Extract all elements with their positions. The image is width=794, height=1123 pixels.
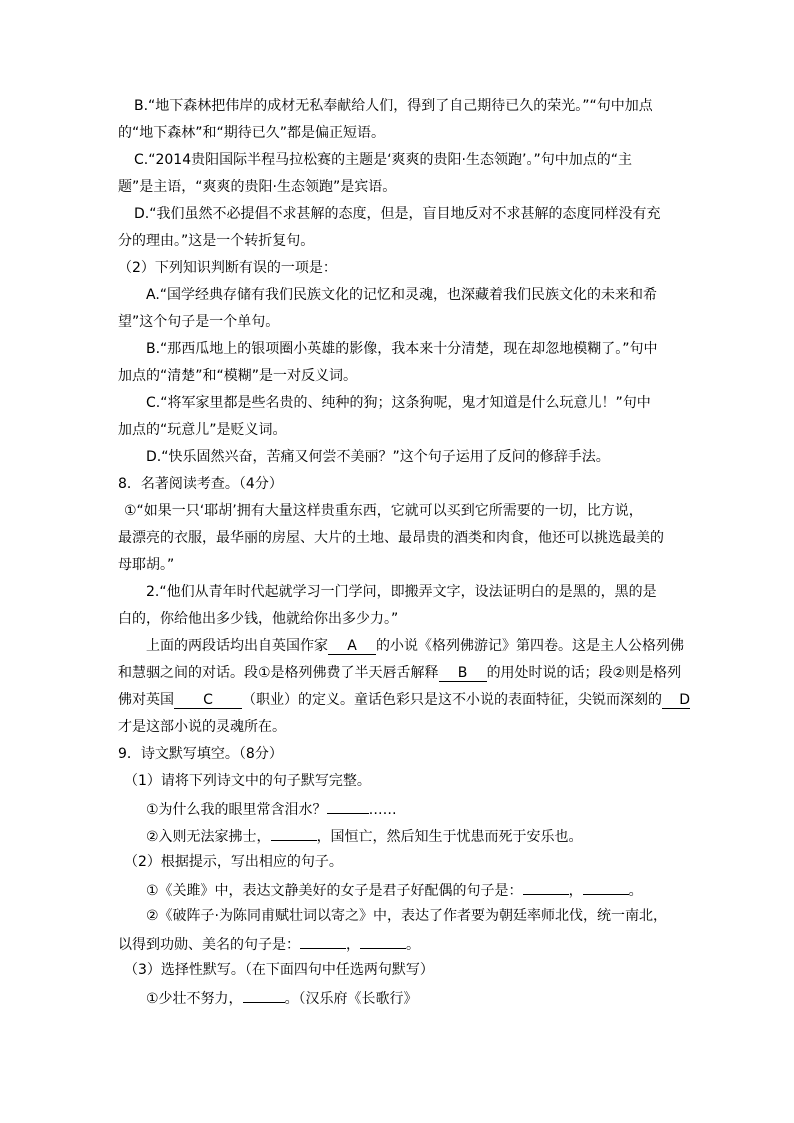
text-segment: ， — [568, 883, 583, 899]
text-line: C.“2014贵阳国际半程马拉松赛的主题是‘爽爽的贵阳·生态领跑’。”句中加点的“主 — [134, 152, 632, 168]
text-line: 母耶胡。” — [118, 557, 175, 573]
answer-blank[interactable] — [243, 988, 285, 1003]
text-segment: ①少壮不努力， — [146, 991, 243, 1007]
text-line: 分的理由。”这是一个转折复句。 — [118, 233, 315, 249]
text-segment: 。 — [628, 883, 643, 899]
text-line: （2）下列知识判断有误的一项是： — [118, 260, 337, 276]
fill-in-line-1 — [0, 637, 794, 655]
blank-b: B — [439, 666, 487, 682]
sub-question-3: （3）选择性默写。（在下面四句中任选两句默写） — [124, 962, 434, 978]
answer-blank[interactable] — [300, 934, 346, 949]
text-segment: 以得到功勋、美名的句子是： — [118, 937, 300, 953]
text-line: B.“地下森林把伟岸的成材无私奉献给人们，得到了自己期待已久的荣光。”“句中加点 — [134, 98, 653, 114]
fill-in-line-3 — [0, 691, 794, 709]
text-segment: 和慧骃之间的对话。段①是格列佛费了半天唇舌解释 — [118, 665, 439, 681]
text-line: 的“地下森林”和“期待已久”都是偏正短语。 — [118, 125, 386, 141]
text-segment: 的用处时说的话；段②则是格列 — [486, 665, 682, 681]
text-line: 8．名著阅读考查。（4分） — [118, 476, 283, 492]
text-segment: …… — [368, 802, 397, 818]
fill-in-line-4: 才是这部小说的灵魂所在。 — [118, 719, 286, 735]
text-segment: ②入则无法家拂士， — [146, 829, 271, 845]
blank-d: D — [662, 693, 690, 709]
sub-question-2: （2）根据提示，写出相应的句子。 — [124, 854, 343, 870]
text-segment: 。 — [406, 937, 420, 953]
poem-line-2 — [0, 826, 794, 846]
question-9-heading: 9．诗文默写填空。（8分） — [118, 746, 283, 762]
sub-question-1: （1）请将下列诗文中的句子默写完整。 — [124, 773, 371, 789]
text-line: 加点的“清楚”和“模糊”是一对反义词。 — [118, 368, 358, 384]
answer-blank[interactable] — [271, 826, 317, 841]
blank-c: C — [174, 693, 242, 709]
text-line: 2.“他们从青年时代起就学习一门学问，即搬弄文字，设法证明白的是黑的，黑的是 — [146, 584, 657, 600]
fill-in-line-2 — [0, 664, 794, 682]
answer-blank[interactable] — [360, 934, 406, 949]
poem-line-5 — [0, 934, 794, 954]
blank-a: A — [328, 639, 376, 655]
text-segment: 上面的两段话均出自英国作家 — [146, 638, 328, 654]
text-segment: 佛对英国 — [118, 692, 174, 708]
text-segment: ①为什么我的眼里常含泪水？ — [146, 802, 327, 818]
text-line: 最漂亮的衣服，最华丽的房屋、大片的土地、最昂贵的酒类和肉食，他还可以挑选最美的 — [118, 530, 664, 546]
text-line: A.“国学经典存储有我们民族文化的记忆和灵魂，也深藏着我们民族文化的未来和希 — [146, 287, 658, 303]
text-line: ①“如果一只‘耶胡’拥有大量这样贵重东西，它就可以买到它所需要的一切，比方说， — [124, 503, 643, 519]
poem-line-1 — [0, 799, 794, 819]
text-line: 白的，你给他出多少钱，他就给你出多少力。” — [118, 611, 399, 627]
text-segment: ①《关雎》中，表达文静美好的女子是君子好配偶的句子是： — [146, 883, 523, 899]
poem-line-4: ②《破阵子·为陈同甫赋壮词以寄之》中，表达了作者要为朝廷率师北伐，统一南北， — [146, 908, 667, 924]
text-segment: ， — [346, 937, 360, 953]
answer-blank[interactable] — [327, 799, 369, 814]
text-line: D.“我们虽然不必提倡不求甚解的态度，但是，盲目地反对不求甚解的态度同样没有充 — [134, 206, 661, 222]
text-segment: 。（汉乐府《长歌行》 — [284, 991, 418, 1007]
answer-blank[interactable] — [523, 880, 569, 895]
text-line: 加点的“玩意儿”是贬义词。 — [118, 422, 287, 438]
answer-blank[interactable] — [583, 880, 629, 895]
text-segment: （职业）的定义。童话色彩只是这不小说的表面特征，尖锐而深刻的 — [242, 692, 662, 708]
text-segment: ，国恒亡，然后知生于忧患而死于安乐也。 — [316, 829, 583, 845]
text-line: 题”是主语，“爽爽的贵阳·生态领跑”是宾语。 — [118, 179, 397, 195]
poem-line-3 — [0, 880, 794, 900]
text-line: D.“快乐固然兴奋，苦痛又何尝不美丽？”这个句子运用了反问的修辞手法。 — [146, 449, 610, 465]
poem-line-6 — [0, 988, 794, 1008]
text-line: B.“那西瓜地上的银项圈小英雄的影像，我本来十分清楚，现在却忽地模糊了。”句中 — [146, 341, 658, 357]
text-line: 望”这个句子是一个单句。 — [118, 314, 280, 330]
text-segment: 的小说《格列佛游记》第四卷。这是主人公格列佛 — [376, 638, 684, 654]
text-line: C.“将军家里都是些名贵的、纯种的狗；这条狗呢，鬼才知道是什么玩意儿！”句中 — [146, 395, 651, 411]
